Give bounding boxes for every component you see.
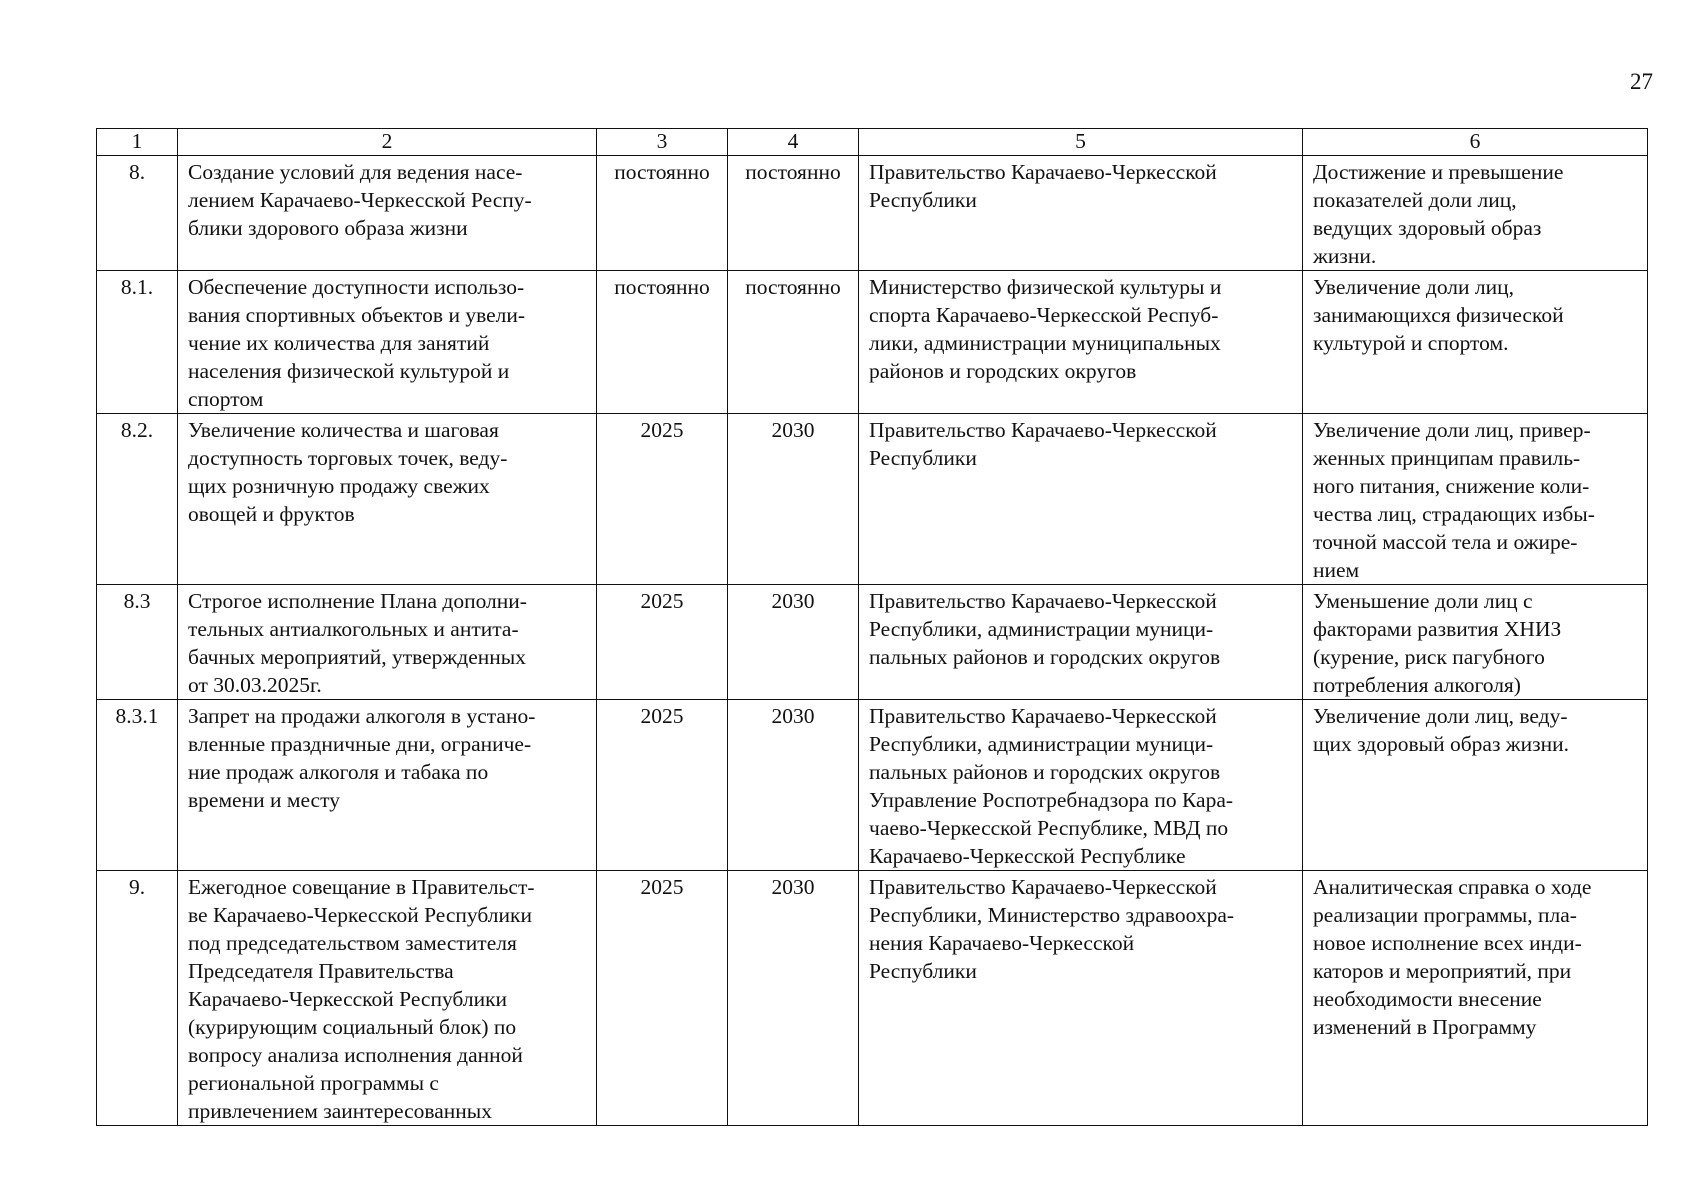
start-cell [597,271,728,414]
result-cell [1303,414,1648,585]
responsible-cell [859,271,1303,414]
responsible-text: Правительство Карачаево-Черкесской Республики, Министерство здравоохра- нения Карачаево-Черкесской Республики [869,875,1235,983]
column-number: 3 [597,129,728,156]
measures-table [96,128,1648,1126]
result-text: Достижение и превышение показателей доли лиц, ведущих здоровый образ жизни. [1313,160,1564,268]
action-cell [178,585,597,700]
column-number: 6 [1303,129,1648,156]
table-row [97,871,1648,1126]
responsible-text: Правительство Карачаево-Черкесской Республики, администрации муници- пальных районов и городских округов [869,589,1221,669]
start-text: 2025 [640,418,684,442]
result-text: Увеличение доли лиц, веду- щих здоровый образ жизни. [1313,704,1570,756]
result-text: Увеличение доли лиц, занимающихся физической культурой и спортом. [1313,275,1564,355]
action-text: Увеличение количества и шаговая доступность торговых точек, веду- щих розничную продажу свежих овощей и фруктов [188,418,508,526]
responsible-cell [859,414,1303,585]
result-cell [1303,271,1648,414]
action-text: Строгое исполнение Плана дополни- тельных антиалкогольных и антита- бачных мероприятий, утвержденных от 30.03.2025г. [188,589,527,697]
column-number: 2 [178,129,597,156]
responsible-cell [859,585,1303,700]
responsible-cell [859,700,1303,871]
end-cell [728,414,859,585]
result-cell [1303,156,1648,271]
responsible-cell [859,871,1303,1126]
table-row [97,700,1648,871]
item-number [97,156,178,271]
end-cell [728,871,859,1126]
item-number [97,414,178,585]
column-number: 5 [859,129,1303,156]
responsible-text: Правительство Карачаево-Черкесской Республики [869,160,1217,212]
start-cell [597,585,728,700]
item-number [97,271,178,414]
action-cell [178,271,597,414]
end-text: 2030 [771,704,815,728]
item-number-text: 8.1. [120,275,154,299]
end-cell [728,585,859,700]
item-number [97,585,178,700]
end-text: 2030 [771,418,815,442]
item-number-text: 9. [128,875,146,899]
result-cell [1303,700,1648,871]
action-cell [178,871,597,1126]
action-cell [178,700,597,871]
item-number-text: 8.3 [123,589,151,613]
column-number-row [97,129,1648,156]
column-number: 4 [728,129,859,156]
responsible-text: Правительство Карачаево-Черкесской Республики [869,418,1217,470]
end-text: постоянно [745,160,841,184]
item-number-text: 8. [128,160,146,184]
table-row [97,156,1648,271]
result-cell [1303,585,1648,700]
start-text: 2025 [640,875,684,899]
table-row [97,271,1648,414]
end-text: 2030 [771,589,815,613]
start-cell [597,871,728,1126]
action-cell [178,414,597,585]
start-cell [597,414,728,585]
action-cell [178,156,597,271]
start-text: постоянно [614,275,710,299]
start-text: 2025 [640,589,684,613]
item-number [97,871,178,1126]
start-text: 2025 [640,704,684,728]
result-text: Аналитическая справка о ходе реализации программы, пла- новое исполнение всех инди- каторов и мероприятий, при необходимости внесение изменений в Программу [1313,875,1592,1039]
responsible-text: Министерство физической культуры и спорта Карачаево-Черкесской Респуб- лики, администрации муниципальных районов и городских округов [869,275,1222,383]
action-text: Запрет на продажи алкоголя в устано- вленные праздничные дни, ограниче- ние продаж алкоголя и табака по времени и месту [188,704,536,812]
item-number [97,700,178,871]
table-row [97,585,1648,700]
action-text: Обеспечение доступности использо- вания спортивных объектов и увели- чение их количества для занятий населения физической культурой и спортом [188,275,526,411]
result-text: Уменьшение доли лиц с факторами развития ХНИЗ (курение, риск пагубного потребления алкоголя) [1313,589,1562,697]
end-text: постоянно [745,275,841,299]
end-cell [728,156,859,271]
page-number: 27 [1630,69,1653,94]
action-text: Создание условий для ведения насе- лением Карачаево-Черкесской Респу- блики здорового образа жизни [188,160,532,240]
end-text: 2030 [771,875,815,899]
start-cell [597,700,728,871]
start-text: постоянно [614,160,710,184]
result-text: Увеличение доли лиц, привер- женных принципам правиль- ного питания, снижение коли- чества лиц, страдающих избы- точной массой тела и ожире- нием [1313,418,1595,582]
responsible-cell [859,156,1303,271]
column-number: 1 [97,129,178,156]
item-number-text: 8.2. [120,418,154,442]
start-cell [597,156,728,271]
item-number-text: 8.3.1 [115,704,159,728]
end-cell [728,271,859,414]
result-cell [1303,871,1648,1126]
action-text: Ежегодное совещание в Правительст- ве Карачаево-Черкесской Республики под председательством заместителя Председателя Правительства Карачаево-Черкесской Республики (курирующим социальный блок) по вопросу анализа исполнения данной региональной программы с привлечением заинтересованных [188,875,535,1123]
table-row [97,414,1648,585]
end-cell [728,700,859,871]
responsible-text: Правительство Карачаево-Черкесской Республики, администрации муници- пальных районов и городских округов Управление Роспотребнадзора по Кара- чаево-Черкесской Республике, МВД по Карачаево-Черкесской Республике [869,704,1234,868]
